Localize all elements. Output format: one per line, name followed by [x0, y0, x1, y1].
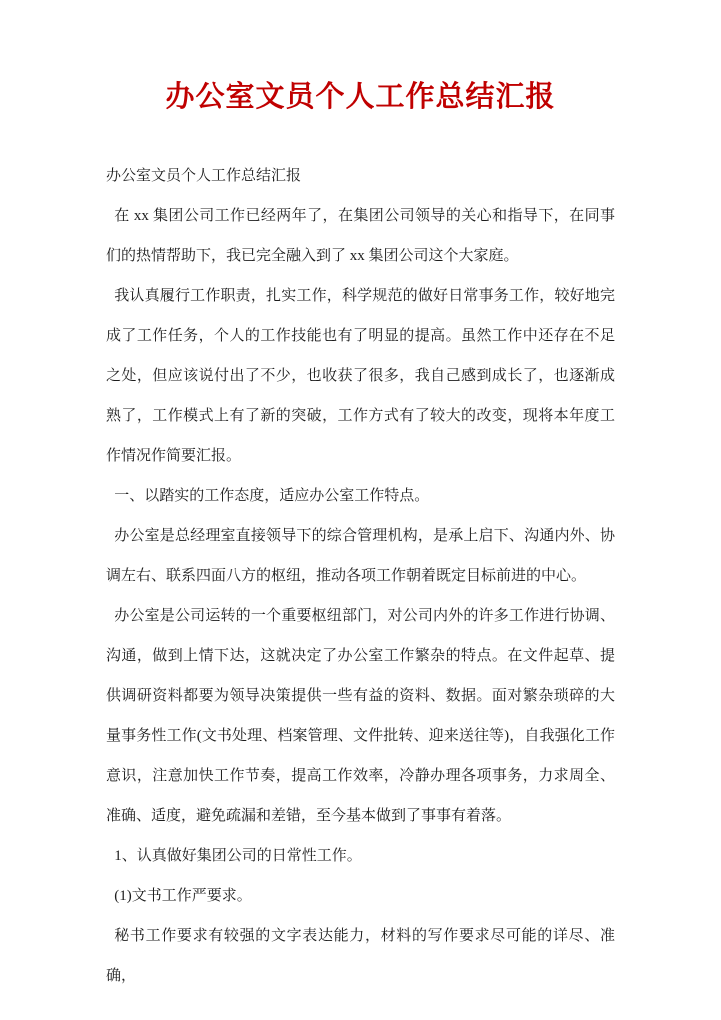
paragraph-overview: 我认真履行工作职责，扎实工作，科学规范的做好日常事务工作，较好地完成了工作任务，个人的工作技能也有了明显的提高。虽然工作中还存在不足之处，但应该说付出了不少，也收获了很多，我自己感到成长了，也逐渐成熟了，工作模式上有了新的突破，工作方式有了较大的改变，现将本年度工作情况作简要汇报。 — [106, 288, 615, 464]
sub-item-heading-1: (1)文书工作严要求。 — [114, 888, 252, 904]
paragraph-office-role-1: 办公室是总经理室直接领导下的综合管理机构，是承上启下、沟通内外、协调左右、联系四面八方的枢纽，推动各项工作朝着既定目标前进的中心。 — [106, 528, 615, 584]
paragraph-office-role-2: 办公室是公司运转的一个重要枢纽部门，对公司内外的许多工作进行协调、沟通，做到上情下达，这就决定了办公室工作繁杂的特点。在文件起草、提供调研资料都要为领导决策提供一些有益的资料、数据。面对繁杂琐碎的大量事务性工作(文书处理、档案管理、文件批转、迎来送往等)，自我强化工作意识，注意加快工作节奏，提高工作效率，冷静办理各项事务，力求周全、准确、适度，避免疏漏和差错，至今基本做到了事事有着落。 — [106, 608, 615, 824]
paragraph-secretary-work: 秘书工作要求有较强的文字表达能力，材料的写作要求尽可能的详尽、准确， — [106, 928, 615, 984]
document-body — [106, 156, 615, 996]
item-heading-1: 1、认真做好集团公司的日常性工作。 — [114, 848, 362, 864]
document-subtitle: 办公室文员个人工作总结汇报 — [106, 168, 302, 184]
section-heading-1: 一、以踏实的工作态度，适应办公室工作特点。 — [114, 488, 430, 504]
paragraph-intro: 在 xx 集团公司工作已经两年了，在集团公司领导的关心和指导下，在同事们的热情帮助下，我已完全融入到了 xx 集团公司这个大家庭。 — [106, 208, 615, 264]
document-title: 办公室文员个人工作总结汇报 — [165, 81, 556, 113]
